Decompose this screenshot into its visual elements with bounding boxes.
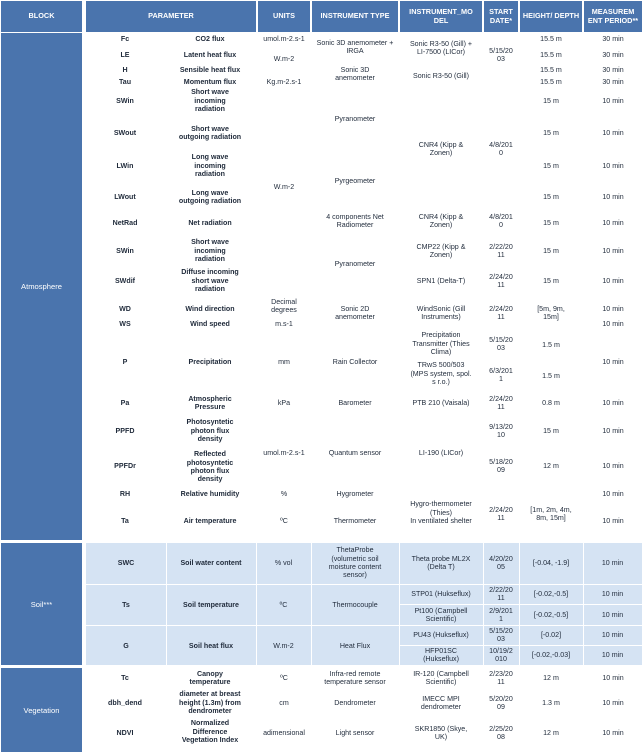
period-cell: 10 min xyxy=(602,319,624,328)
instrument-type: 4 components Net Radiometer xyxy=(326,212,384,229)
param-name: Momentum flux xyxy=(183,77,237,86)
instrument-type: Rain Collector xyxy=(332,357,378,366)
param-name: Short wave incoming radiation xyxy=(191,238,229,264)
instrument-type: Pyranometer xyxy=(334,114,376,123)
period-cell: 10 min xyxy=(602,461,624,470)
param-code: Fc xyxy=(120,34,130,43)
param-code: PPFD xyxy=(115,426,135,435)
instrument-model: Pt100 (Campbell Scientific) xyxy=(414,606,468,623)
period-cell: 10 min xyxy=(602,304,624,313)
param-name: Sensible heat flux xyxy=(179,65,241,74)
block-vegetation: Vegetation xyxy=(1,668,82,752)
height-cell: 1.3 m xyxy=(542,698,560,707)
header-measurement-period: MEASUREM ENT PERIOD** xyxy=(584,1,642,32)
period-cell: 10 min xyxy=(601,650,624,659)
period-cell: 10 min xyxy=(601,589,624,598)
start-date: 5/15/20 03 xyxy=(489,46,513,63)
instrument-model: PU43 (Hukseflux) xyxy=(413,630,469,639)
start-date: 4/8/201 0 xyxy=(489,140,513,157)
units-cell: ºC xyxy=(279,600,288,609)
param-name: Air temperature xyxy=(183,516,237,525)
param-code: RH xyxy=(119,489,131,498)
units-cell: Decimal degrees xyxy=(271,297,297,314)
param-code: Tau xyxy=(118,77,132,86)
instrument-model: CNR4 (Kipp & Zonen) xyxy=(418,212,464,229)
height-cell: [-0.02,-0.03] xyxy=(531,650,571,659)
param-name: Long wave incoming radiation xyxy=(191,153,229,179)
units-cell: W.m-2 xyxy=(273,182,295,191)
param-name: Canopy temperature xyxy=(189,669,231,686)
param-name: Short wave outgoing radiation xyxy=(178,124,242,141)
period-cell: 10 min xyxy=(602,398,624,407)
instrument-model: SPN1 (Delta-T) xyxy=(416,276,466,285)
start-date: 2/24/20 11 xyxy=(489,394,513,411)
instrument-type: Barometer xyxy=(338,398,372,407)
height-cell: 15 m xyxy=(543,246,559,255)
period-cell: 10 min xyxy=(602,516,624,525)
period-cell: 30 min xyxy=(602,50,624,59)
param-name: Diffuse incoming short wave radiation xyxy=(181,268,239,294)
height-cell: 15 m xyxy=(543,161,559,170)
header-block: BLOCK xyxy=(1,1,82,32)
param-name: Wind speed xyxy=(190,319,230,328)
param-code: SWin xyxy=(116,246,134,255)
units-cell: cm xyxy=(279,698,289,707)
instrument-type: Sonic 3D anemometer xyxy=(335,65,375,82)
param-name: Wind direction xyxy=(185,304,235,313)
param-code: NetRad xyxy=(112,218,138,227)
param-name: Soil water content xyxy=(180,558,242,567)
param-name: Soil temperature xyxy=(183,600,239,609)
instrument-type: ThetaProbe (volumetric soil moisture content sensor) xyxy=(328,546,382,580)
param-name: Soil heat flux xyxy=(188,641,234,650)
period-cell: 10 min xyxy=(602,698,624,707)
param-code: Ta xyxy=(121,516,129,525)
param-name: Long wave outgoing radiation xyxy=(178,188,242,205)
height-cell: [-0.04, -1.9] xyxy=(532,558,570,567)
instrument-type: Sonic 2D anemometer xyxy=(335,304,375,321)
instrument-type: Pyranometer xyxy=(334,259,376,268)
instrument-model: CNR4 (Kipp & Zonen) xyxy=(418,140,464,157)
period-cell: 10 min xyxy=(602,489,624,498)
units-cell: mm xyxy=(278,357,290,366)
param-code: G xyxy=(123,641,129,650)
period-cell: 10 min xyxy=(602,246,624,255)
height-cell: 15 m xyxy=(543,192,559,201)
period-cell: 10 min xyxy=(602,673,624,682)
height-cell: 15 m xyxy=(543,96,559,105)
param-code: P xyxy=(122,357,128,366)
param-name: Short wave incoming radiation xyxy=(191,88,229,114)
param-name: Net radiation xyxy=(188,218,232,227)
period-cell: 10 min xyxy=(602,192,624,201)
header-units: UNITS xyxy=(258,1,310,32)
param-code: Tc xyxy=(121,673,129,682)
units-cell: umol.m-2.s-1 xyxy=(263,34,305,43)
period-cell: 10 min xyxy=(601,558,624,567)
period-cell: 10 min xyxy=(602,426,624,435)
param-code: SWout xyxy=(113,128,137,137)
instrument-model: Sonic R3-50 (Gill) + LI-7500 (LICor) xyxy=(409,39,473,56)
height-cell: 1.5 m xyxy=(542,371,560,380)
height-cell: 15 m xyxy=(543,276,559,285)
header-parameter: PARAMETER xyxy=(86,1,256,32)
start-date: 6/3/201 1 xyxy=(489,366,513,383)
instrument-type: Pyrgeometer xyxy=(334,176,376,185)
instrument-type: Light sensor xyxy=(335,728,375,737)
height-cell: 15.5 m xyxy=(540,50,562,59)
start-date: 2/9/201 1 xyxy=(489,606,513,623)
param-code: NDVI xyxy=(116,728,134,737)
instrument-model: SKR1850 (Skye, UK) xyxy=(414,724,468,741)
instrument-model: WindSonic (Gill Instruments) xyxy=(416,304,466,321)
units-cell: ºC xyxy=(280,673,288,682)
instrument-model: IR-120 (Campbell Scientific) xyxy=(413,669,469,686)
height-cell: [1m, 2m, 4m, 8m, 15m] xyxy=(530,505,572,522)
param-name: Reflected photosyntetic photon flux density xyxy=(186,450,234,484)
instrument-type: Sonic 3D anemometer + IRGA xyxy=(316,38,394,55)
start-date: 2/22/20 11 xyxy=(489,585,513,602)
units-cell: % vol xyxy=(274,558,293,567)
header-instrument-type: INSTRUMENT TYPE xyxy=(312,1,398,32)
start-date: 2/24/20 11 xyxy=(489,304,513,321)
units-cell: adimensional xyxy=(263,728,305,737)
param-name: Atmospheric Pressure xyxy=(188,394,232,411)
period-cell: 10 min xyxy=(602,728,624,737)
height-cell: 12 m xyxy=(543,673,559,682)
block-soil: Soil*** xyxy=(1,543,82,665)
period-cell: 10 min xyxy=(602,357,624,366)
start-date: 10/19/2 010 xyxy=(489,646,513,663)
start-date: 4/20/20 05 xyxy=(489,554,513,571)
units-cell: Kg.m-2.s-1 xyxy=(266,77,302,86)
start-date: 4/8/201 0 xyxy=(489,212,513,229)
height-cell: 0.8 m xyxy=(542,398,560,407)
height-cell: 1.5 m xyxy=(542,340,560,349)
period-cell: 10 min xyxy=(602,96,624,105)
period-cell: 30 min xyxy=(602,34,624,43)
param-name: Latent heat flux xyxy=(183,50,237,59)
param-code: Ts xyxy=(122,600,130,609)
start-date: 2/24/20 11 xyxy=(489,272,513,289)
param-name: Relative humidity xyxy=(180,489,240,498)
instrument-model: Hygro-thermometer (Thies) In ventilated shelter xyxy=(410,500,472,526)
header-start-date: START DATE* xyxy=(484,1,518,32)
instrument-model: Sonic R3-50 (Gill) xyxy=(413,71,469,80)
param-code: H xyxy=(122,65,128,74)
height-cell: 15.5 m xyxy=(540,65,562,74)
height-cell: 12 m xyxy=(543,728,559,737)
param-code: SWC xyxy=(117,558,135,567)
start-date: 5/18/20 09 xyxy=(489,457,513,474)
instrument-type: Heat Flux xyxy=(339,641,371,650)
start-date: 9/13/20 10 xyxy=(489,422,513,439)
param-code: Pa xyxy=(120,398,130,407)
soil-row-divider xyxy=(86,584,642,585)
units-cell: W.m-2 xyxy=(273,641,294,650)
period-cell: 30 min xyxy=(602,77,624,86)
param-name: CO2 flux xyxy=(195,34,225,43)
param-name: Normalized Difference Vegetation Index xyxy=(181,719,239,745)
instrument-model: STP01 (Hukseflux) xyxy=(411,589,471,598)
param-code: LWout xyxy=(114,192,136,201)
param-code: dbh_dend xyxy=(108,698,142,707)
instrument-model: PTB 210 (Vaisala) xyxy=(412,398,470,407)
instrument-type: Thermocouple xyxy=(332,600,378,609)
start-date: 5/15/20 03 xyxy=(489,626,513,643)
units-cell: % xyxy=(280,489,288,498)
period-cell: 30 min xyxy=(602,65,624,74)
start-date: 5/20/20 09 xyxy=(489,694,513,711)
instrument-type: Dendrometer xyxy=(334,698,376,707)
height-cell: [-0.02,-0.5] xyxy=(533,610,569,619)
param-code: PPFDr xyxy=(114,461,136,470)
instrument-model: HFP01SC (Hukseflux) xyxy=(423,646,459,663)
soil-row-divider xyxy=(86,625,642,626)
instrument-model: TRwS 500/503 (MPS system, spol. s r.o.) xyxy=(410,361,472,387)
period-cell: 10 min xyxy=(602,218,624,227)
param-name: diameter at breast height (1.3m) from dendrometer xyxy=(179,690,241,716)
start-date: 2/24/20 11 xyxy=(489,505,513,522)
instrument-model: Theta probe ML2X (Delta T) xyxy=(411,554,471,571)
start-date: 2/25/20 08 xyxy=(489,724,513,741)
param-code: SWdif xyxy=(114,276,136,285)
param-code: WD xyxy=(119,304,131,313)
param-name: Photosyntetic photon flux density xyxy=(186,418,234,444)
param-name: Precipitation xyxy=(188,357,232,366)
units-cell: ºC xyxy=(280,516,288,525)
height-cell: 15 m xyxy=(543,426,559,435)
instrument-type: Infra-red remote temperature sensor xyxy=(324,669,386,686)
header-instrument-model: INSTRUMENT_MO DEL xyxy=(400,1,482,32)
height-cell: [-0.02] xyxy=(540,630,562,639)
instrument-type: Quantum sensor xyxy=(328,448,382,457)
units-cell: m.s-1 xyxy=(275,319,293,328)
param-code: LE xyxy=(120,50,130,59)
block-atmosphere: Atmosphere xyxy=(1,33,82,540)
height-cell: 15 m xyxy=(543,218,559,227)
header-height-depth: HEIGHT/ DEPTH xyxy=(520,1,582,32)
height-cell: 15.5 m xyxy=(540,34,562,43)
param-code: SWin xyxy=(116,96,134,105)
soil-subrow-divider xyxy=(400,604,642,605)
param-code: WS xyxy=(119,319,131,328)
units-cell: umol.m-2.s-1 xyxy=(263,448,305,457)
instrument-model: IMECC MPI dendrometer xyxy=(420,694,462,711)
height-cell: [-0.02,-0.5] xyxy=(533,589,569,598)
height-cell: 15.5 m xyxy=(540,77,562,86)
start-date: 2/22/20 11 xyxy=(489,242,513,259)
units-cell: W.m-2 xyxy=(273,54,295,63)
instrument-model: LI-190 (LICor) xyxy=(418,448,464,457)
units-cell: kPa xyxy=(277,398,291,407)
start-date: 2/23/20 11 xyxy=(489,669,513,686)
param-code: LWin xyxy=(116,161,134,170)
instrument-type: Thermometer xyxy=(333,516,377,525)
period-cell: 10 min xyxy=(601,630,624,639)
start-date: 5/15/20 03 xyxy=(489,335,513,352)
height-cell: [5m, 9m, 15m] xyxy=(537,304,565,321)
period-cell: 10 min xyxy=(602,128,624,137)
instrument-model: CMP22 (Kipp & Zonen) xyxy=(416,242,466,259)
instrument-type: Hygrometer xyxy=(336,489,374,498)
period-cell: 10 min xyxy=(601,610,624,619)
period-cell: 10 min xyxy=(602,276,624,285)
height-cell: 12 m xyxy=(543,461,559,470)
height-cell: 15 m xyxy=(543,128,559,137)
period-cell: 10 min xyxy=(602,161,624,170)
instrument-model: Precipitation Transmitter (Thies Clima) xyxy=(412,331,470,357)
